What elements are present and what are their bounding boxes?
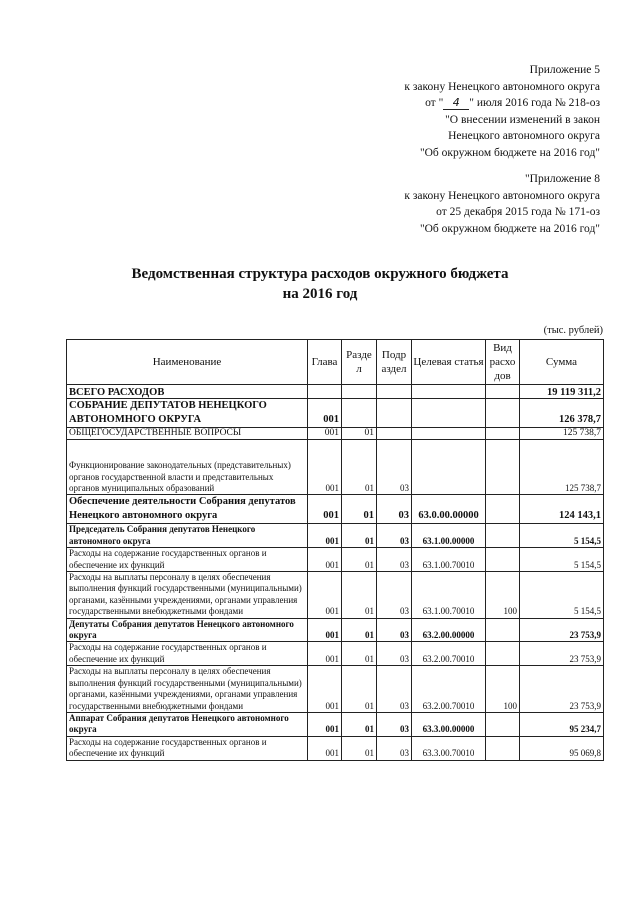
- table-row: СОБРАНИЕ ДЕПУТАТОВ НЕНЕЦКОГО АВТОНОМНОГО ОКРУГА 001 126 378,7: [67, 399, 604, 428]
- appendix-5-subject-3: "Об окружном бюджете на 2016 год": [419, 146, 600, 159]
- table-row: ОБЩЕГОСУДАРСТВЕННЫЕ ВОПРОСЫ 001 01 125 738,7: [67, 428, 604, 440]
- table-row: Расходы на содержание государственных органов и обеспечение их функций 001 01 03 63.2.00.70010 23 753,9: [67, 642, 604, 666]
- appendix-5-header: [404, 62, 600, 161]
- appendix-8-subject: "Об окружном бюджете на 2016 год": [419, 222, 600, 235]
- appendix-5-title: Приложение 5: [529, 64, 600, 76]
- header-name: Наименование: [67, 340, 308, 385]
- appendix-5-subject-2: Ненецкого автономного округа: [448, 130, 600, 142]
- table-row: Аппарат Собрания депутатов Ненецкого автономного округа 001 01 03 63.3.00.00000 95 234,7: [67, 712, 604, 736]
- appendix-8-date: от 25 декабря 2015 года № 171-оз: [436, 206, 600, 218]
- header-podrazdel: Подр аздел: [377, 340, 412, 385]
- appendix-5-date: от " 4 " июля 2016 года № 218-оз: [425, 96, 600, 109]
- table-row: Председатель Собрания депутатов Ненецкого автономного округа 001 01 03 63.1.00.00000 5 154,5: [67, 524, 604, 548]
- table-row: Расходы на выплаты персоналу в целях обеспечения выполнения функций государственными (муниципальными) органами, казёнными учреждениями, органами управления государственными внебюджетными фондами 001 01 03 63.1.00.70010 100 5 154,5: [67, 572, 604, 619]
- header-tselevaya: Целевая статья: [412, 340, 486, 385]
- table-header-row: [67, 340, 604, 385]
- table-row: Обеспечение деятельности Собрания депутатов Ненецкого автономного округа 001 01 03 63.0.00.00000 124 143,1: [67, 495, 604, 524]
- appendix-8-header: [404, 171, 600, 237]
- appendix-5-subject-1: "О внесении изменений в закон: [445, 113, 600, 126]
- header-vid: Вид расхо дов: [486, 340, 520, 385]
- table-row: Расходы на содержание государственных органов и обеспечение их функций 001 01 03 63.3.00.70010 95 069,8: [67, 736, 604, 760]
- header-glava: Глава: [308, 340, 342, 385]
- table-row: ВСЕГО РАСХОДОВ 19 119 311,2: [67, 385, 604, 399]
- appendix-8-law-ref: к закону Ненецкого автономного округа: [404, 189, 600, 202]
- appendix-5-law-ref: к закону Ненецкого автономного округа: [404, 80, 600, 93]
- handwritten-day: 4: [443, 97, 469, 110]
- table-row: Функционирование законодательных (представительных) органов государственной власти и представительных органов муниципальных образований 001 01 03 125 738,7: [67, 440, 604, 495]
- header-razdel: Разде л: [342, 340, 377, 385]
- table-row: Депутаты Собрания депутатов Ненецкого автономного округа 001 01 03 63.2.00.00000 23 753,9: [67, 618, 604, 642]
- units-label: (тыс. рублей): [543, 325, 603, 336]
- document-title: Ведомственная структура расходов окружного бюджета на 2016 год: [131, 266, 509, 302]
- budget-table: [66, 339, 604, 761]
- table-row: Расходы на содержание государственных органов и обеспечение их функций 001 01 03 63.1.00.70010 5 154,5: [67, 548, 604, 572]
- table-row: Расходы на выплаты персоналу в целях обеспечения выполнения функций государственными (муниципальными) органами, казёнными учреждениями, органами управления государственными внебюджетными фондами 001 01 03 63.2.00.70010 100 23 753,9: [67, 666, 604, 713]
- header-summa: Сумма: [520, 340, 604, 385]
- appendix-8-title: "Приложение 8: [524, 173, 600, 185]
